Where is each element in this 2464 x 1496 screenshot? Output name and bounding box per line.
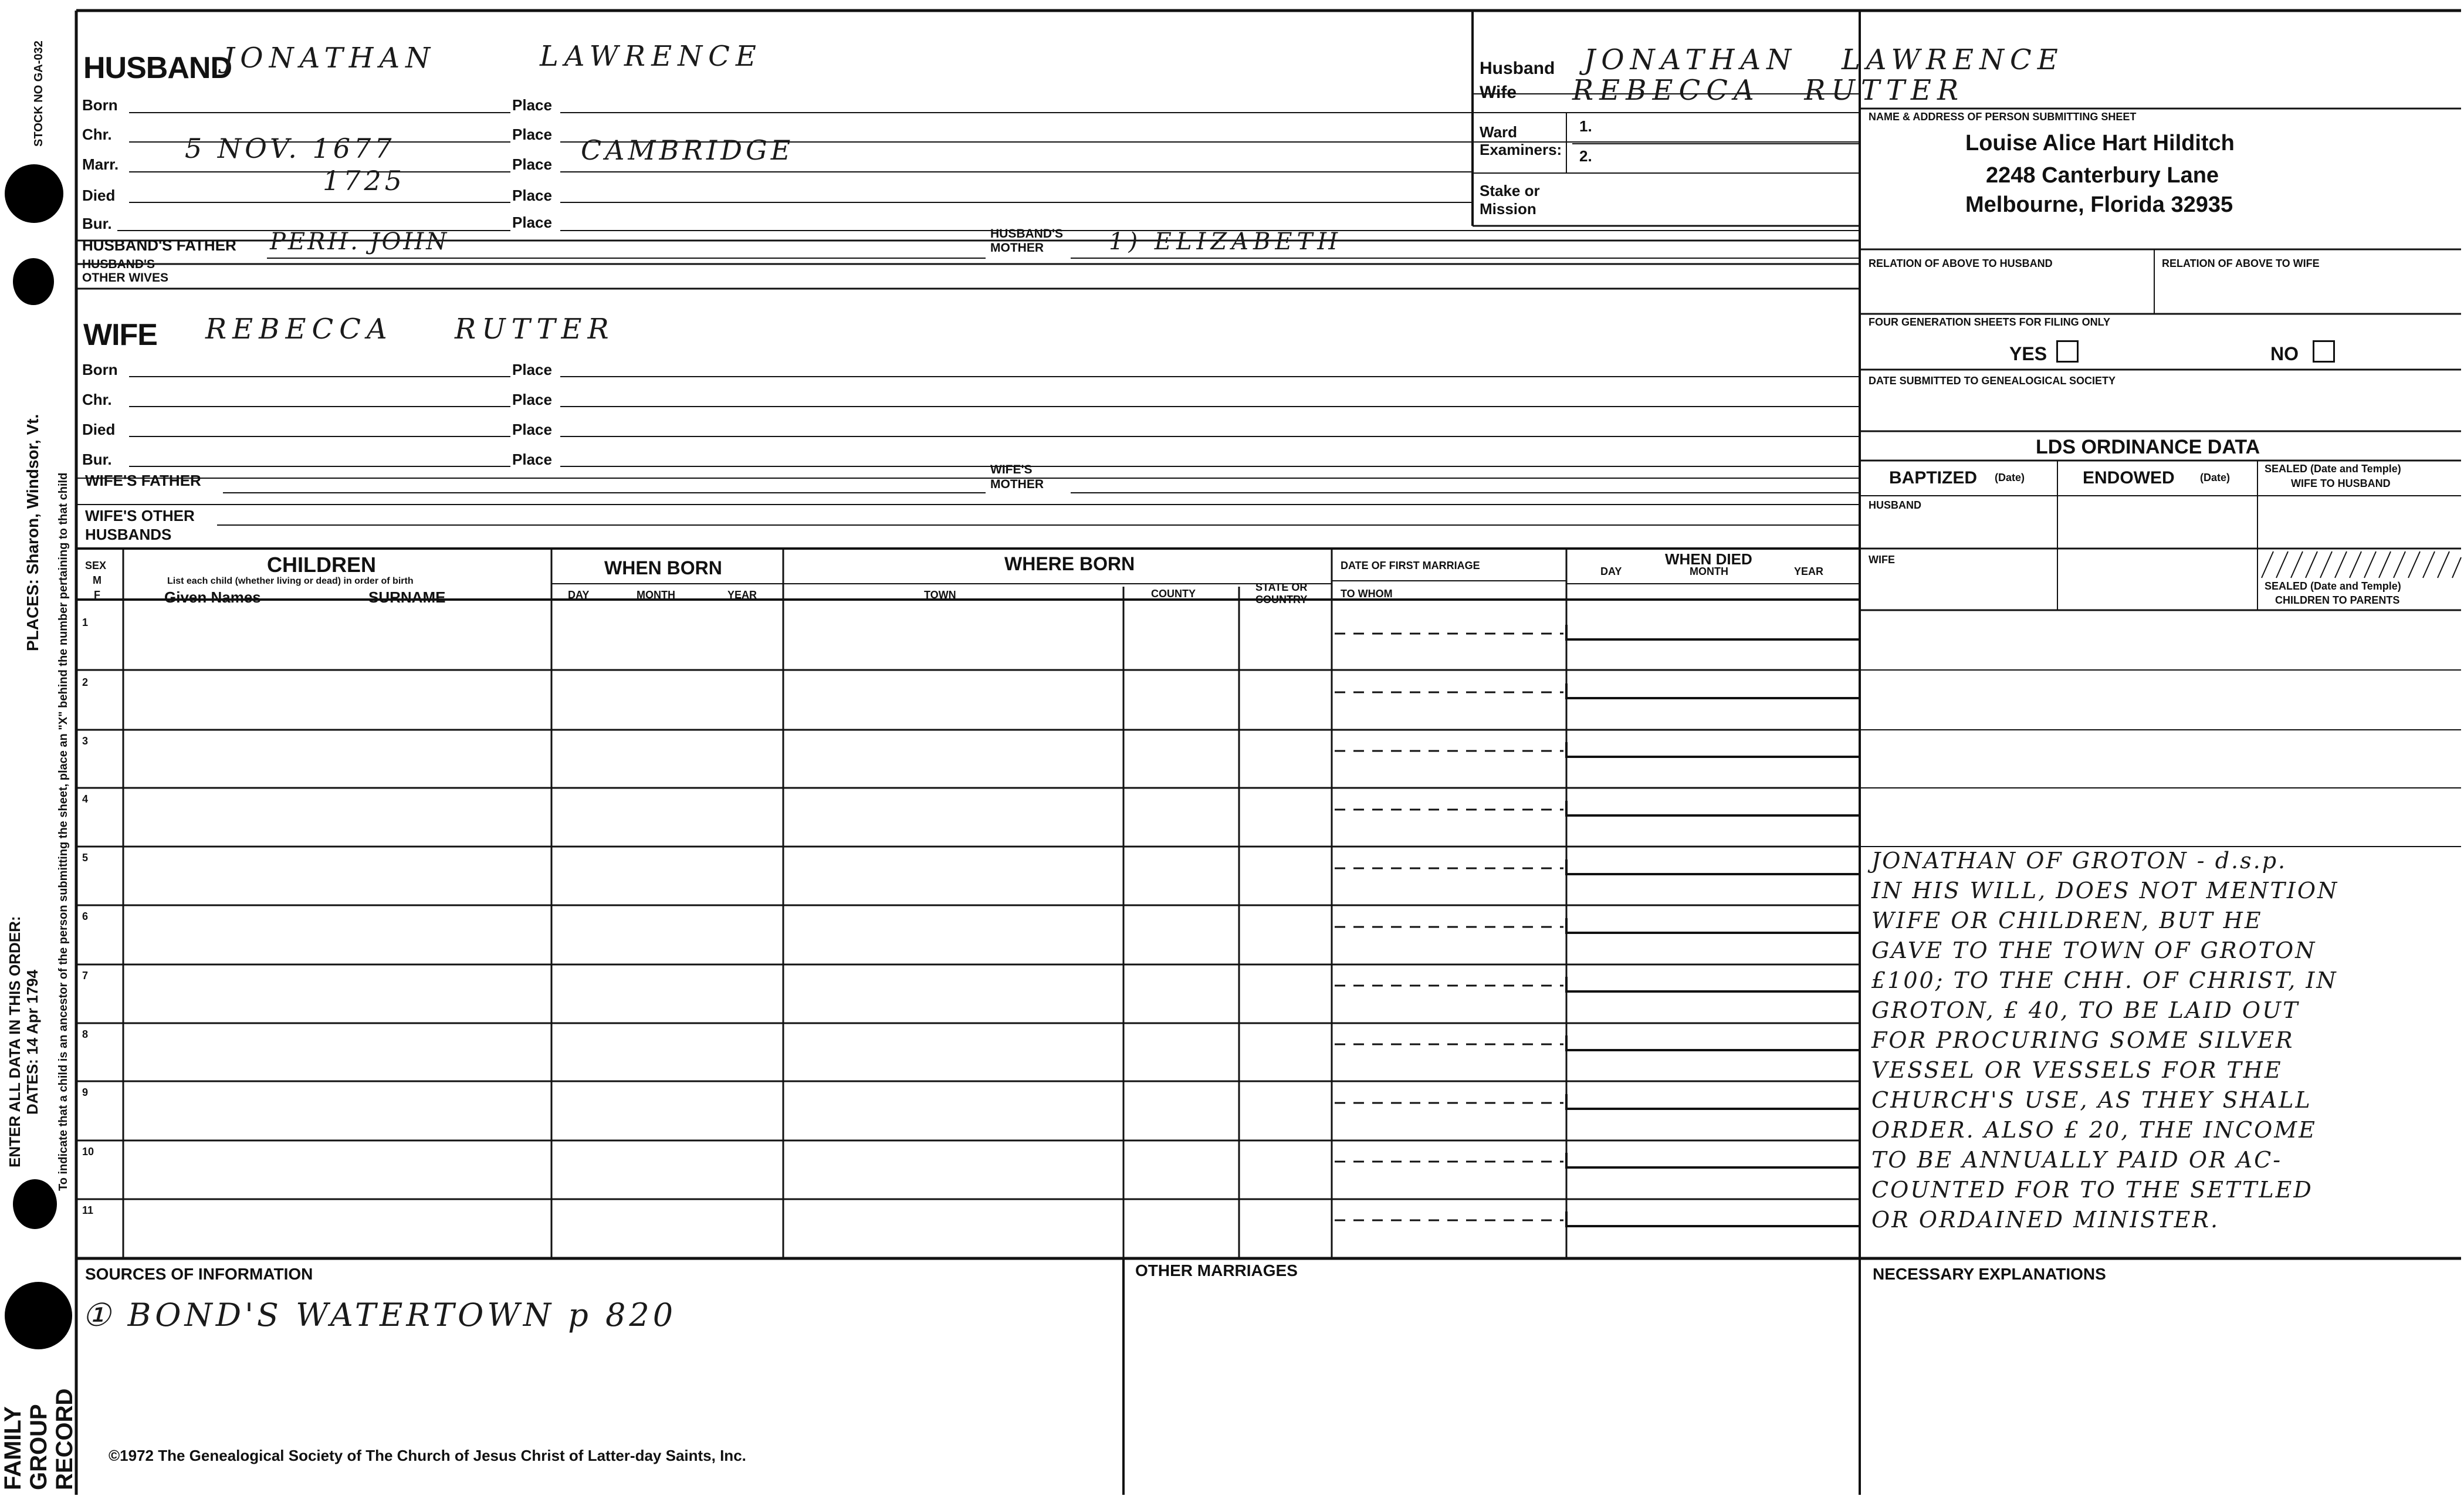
note-line: OR ORDAINED MINISTER. <box>1871 1207 2220 1233</box>
sex-m-label: M <box>93 574 101 586</box>
died-month-label: MONTH <box>1690 566 1728 577</box>
note-line: IN HIS WILL, DOES NOT MENTION <box>1871 878 2339 903</box>
wifes-mother-label-1: WIFE'S <box>990 463 1033 476</box>
husband-born-place-label: Place <box>512 96 552 114</box>
husbands-other-wives-label-2: OTHER WIVES <box>82 271 169 285</box>
submitter-city: Melbourne, Florida 32935 <box>1965 192 2233 217</box>
punch-hole <box>13 258 54 305</box>
yes-checkbox[interactable] <box>2056 340 2079 363</box>
town-label: TOWN <box>924 589 956 601</box>
wife-last-name[interactable]: RUTTER <box>455 313 615 346</box>
husbands-mother-value[interactable]: 1) ELIZABETH <box>1109 228 1343 255</box>
born-year-label: YEAR <box>727 589 757 601</box>
note-line: JONATHAN OF GROTON - d.s.p. <box>1871 848 2287 874</box>
child-row-number: 2 <box>82 676 89 688</box>
margin-places: PLACES: Sharon, Windsor, Vt. <box>23 414 42 651</box>
sex-f-label: F <box>94 589 100 601</box>
form-title-group: GROUP <box>26 1404 52 1490</box>
wife-died-place-label: Place <box>512 421 552 438</box>
submitter-street: 2248 Canterbury Lane <box>1986 163 2219 188</box>
lds-endowed-date: (Date) <box>2200 472 2231 483</box>
husband-died-label: Died <box>82 187 116 204</box>
punch-hole <box>5 1282 72 1349</box>
no-label: NO <box>2270 343 2299 364</box>
note-line: £100; TO THE CHH. OF CHRIST, IN <box>1871 967 2338 993</box>
when-died-label: WHEN DIED <box>1665 550 1752 568</box>
wife-first-name[interactable]: REBECCA <box>205 313 393 346</box>
child-row-number: 9 <box>82 1087 89 1098</box>
lds-endowed-label: ENDOWED <box>2083 468 2175 488</box>
wifes-father-label: WIFE'S FATHER <box>85 472 201 489</box>
note-line: WIFE OR CHILDREN, BUT HE <box>1871 908 2263 933</box>
husband-first-name[interactable]: JONATHAN <box>223 42 436 75</box>
wife-born-place-label: Place <box>512 361 552 378</box>
county-label: COUNTY <box>1151 588 1196 600</box>
copyright: ©1972 The Genealogical Society of The Church of Jesus Christ of Latter-day Saints, Inc. <box>109 1447 746 1464</box>
lds-baptized-label: BAPTIZED <box>1889 468 1977 488</box>
husband-marr-place[interactable]: CAMBRIDGE <box>581 134 794 166</box>
died-year-label: YEAR <box>1794 566 1824 577</box>
husband-chr-label: Chr. <box>82 126 112 143</box>
husband-born-label: Born <box>82 96 118 114</box>
surname-label: SURNAME <box>368 588 446 606</box>
form-title-family: FAMILY <box>0 1406 26 1490</box>
child-row-number: 4 <box>82 793 89 805</box>
wife-chr-label: Chr. <box>82 391 112 408</box>
margin-instructions: To indicate that a child is an ancestor of the person submitting the sheet, place an "X" behind the number pertaining to that child <box>57 472 70 1191</box>
husband-last-name[interactable]: LAWRENCE <box>540 40 762 73</box>
child-row-number: 1 <box>82 617 89 628</box>
wifes-other-husbands-label-1: WIFE'S OTHER <box>85 507 195 524</box>
when-born-label: WHEN BORN <box>604 557 722 578</box>
handwritten-notes <box>1871 848 2458 1237</box>
examiners-label: Examiners: <box>1480 141 1562 158</box>
wife-heading: WIFE <box>83 318 157 352</box>
husband-bur-label: Bur. <box>82 215 112 232</box>
relation-husband-label: RELATION OF ABOVE TO HUSBAND <box>1869 258 2053 269</box>
note-line: GROTON, £ 40, TO BE LAID OUT <box>1871 997 2300 1023</box>
wifes-mother-label-2: MOTHER <box>990 478 1044 491</box>
four-generation-label: FOUR GENERATION SHEETS FOR FILING ONLY <box>1869 316 2111 328</box>
husband-marr-date[interactable]: 5 NOV. 1677 <box>185 133 395 164</box>
submitter-label: NAME & ADDRESS OF PERSON SUBMITTING SHEET <box>1869 111 2137 123</box>
husband-marr-place-label: Place <box>512 155 552 173</box>
husband-heading: HUSBAND <box>83 51 232 85</box>
lds-sealed-wife-1: SEALED (Date and Temple) <box>2265 463 2401 475</box>
explanations-label: NECESSARY EXPLANATIONS <box>1873 1265 2106 1283</box>
note-line: TO BE ANNUALLY PAID OR AC- <box>1871 1147 2283 1173</box>
rh-husband-label: Husband <box>1480 59 1555 78</box>
state-label-2: COUNTRY <box>1255 594 1308 605</box>
no-checkbox[interactable] <box>2313 340 2335 363</box>
lds-sealed-children-1: SEALED (Date and Temple) <box>2265 580 2401 592</box>
children-list-note: List each child (whether living or dead) in order of birth <box>167 576 414 586</box>
punch-hole <box>13 1179 57 1229</box>
note-line: GAVE TO THE TOWN OF GROTON <box>1871 937 2317 963</box>
to-whom-label: TO WHOM <box>1341 588 1393 600</box>
margin-enter-order: ENTER ALL DATA IN THIS ORDER: <box>6 916 23 1167</box>
lds-sealed-wife-2: WIFE TO HUSBAND <box>2291 478 2391 489</box>
husband-died-date[interactable]: 1725 <box>323 165 406 197</box>
wifes-other-husbands-label-2: HUSBANDS <box>85 526 172 543</box>
margin-dates: DATES: 14 Apr 1794 <box>23 969 41 1115</box>
yes-label: YES <box>2009 343 2047 364</box>
source-entry-1[interactable]: ① BOND'S WATERTOWN p 820 <box>82 1297 677 1333</box>
child-row-number: 3 <box>82 735 89 747</box>
wife-chr-place-label: Place <box>512 391 552 408</box>
stock-number: STOCK NO GA-032 <box>32 40 45 147</box>
note-line: COUNTED FOR TO THE SETTLED <box>1871 1177 2313 1203</box>
children-heading: CHILDREN <box>267 553 376 577</box>
form-title-record: RECORD <box>52 1388 77 1490</box>
husband-died-place-label: Place <box>512 187 552 204</box>
other-marriages-label: OTHER MARRIAGES <box>1135 1261 1298 1280</box>
died-day-label: DAY <box>1600 566 1622 577</box>
husbands-other-wives-label-1: HUSBAND'S <box>82 258 155 271</box>
lds-title: LDS ORDINANCE DATA <box>2036 436 2260 458</box>
husband-marr-label: Marr. <box>82 155 119 173</box>
submitter-name: Louise Alice Hart Hilditch <box>1965 131 2235 155</box>
lds-sealed-children-2: CHILDREN TO PARENTS <box>2275 594 2400 606</box>
husbands-father-label: HUSBAND'S FATHER <box>82 236 236 254</box>
wife-born-label: Born <box>82 361 118 378</box>
note-line: ORDER. ALSO £ 20, THE INCOME <box>1871 1117 2317 1143</box>
born-month-label: MONTH <box>637 589 675 601</box>
wife-bur-place-label: Place <box>512 451 552 468</box>
note-line: CHURCH'S USE, AS THEY SHALL <box>1871 1087 2312 1113</box>
examiner-1: 1. <box>1579 117 1592 135</box>
wife-died-label: Died <box>82 421 116 438</box>
lds-wife-row: WIFE <box>1869 554 1895 566</box>
wife-bur-label: Bur. <box>82 451 112 468</box>
note-line: VESSEL OR VESSELS FOR THE <box>1871 1057 2283 1083</box>
rh-wife-value[interactable]: REBECCA RUTTER <box>1572 74 1965 107</box>
child-row-number: 10 <box>82 1146 94 1157</box>
child-row-number: 11 <box>82 1204 94 1216</box>
stake-label-2: Mission <box>1480 200 1536 218</box>
born-day-label: DAY <box>568 589 590 601</box>
sex-label: SEX <box>85 560 107 571</box>
husbands-mother-label-2: MOTHER <box>990 241 1044 255</box>
husband-bur-place-label: Place <box>512 214 552 231</box>
rh-husband-value[interactable]: JONATHAN LAWRENCE <box>1584 43 2064 76</box>
child-row-number: 6 <box>82 911 89 922</box>
child-row-number: 8 <box>82 1028 89 1040</box>
punch-hole <box>5 164 63 223</box>
where-born-label: WHERE BORN <box>1004 553 1135 574</box>
date-submitted-label: DATE SUBMITTED TO GENEALOGICAL SOCIETY <box>1869 375 2116 387</box>
ward-label: Ward <box>1480 123 1518 141</box>
state-label-1: STATE OR <box>1255 581 1308 593</box>
husband-chr-place-label: Place <box>512 126 552 143</box>
lds-baptized-date: (Date) <box>1995 472 2025 483</box>
examiner-2: 2. <box>1579 147 1592 165</box>
child-row-number: 5 <box>82 852 89 864</box>
note-line: FOR PROCURING SOME SILVER <box>1871 1027 2294 1053</box>
sources-label: SOURCES OF INFORMATION <box>85 1265 313 1283</box>
husbands-father-value[interactable]: PERH. JOHN <box>270 228 449 255</box>
relation-wife-label: RELATION OF ABOVE TO WIFE <box>2162 258 2320 269</box>
child-row-number: 7 <box>82 970 89 981</box>
rh-wife-label: Wife <box>1480 83 1517 102</box>
given-names-label: Given Names <box>164 588 261 606</box>
lds-husband-row: HUSBAND <box>1869 499 1921 511</box>
husbands-mother-label-1: HUSBAND'S <box>990 227 1064 241</box>
stake-label-1: Stake or <box>1480 182 1540 199</box>
first-marriage-label: DATE OF FIRST MARRIAGE <box>1341 560 1480 571</box>
